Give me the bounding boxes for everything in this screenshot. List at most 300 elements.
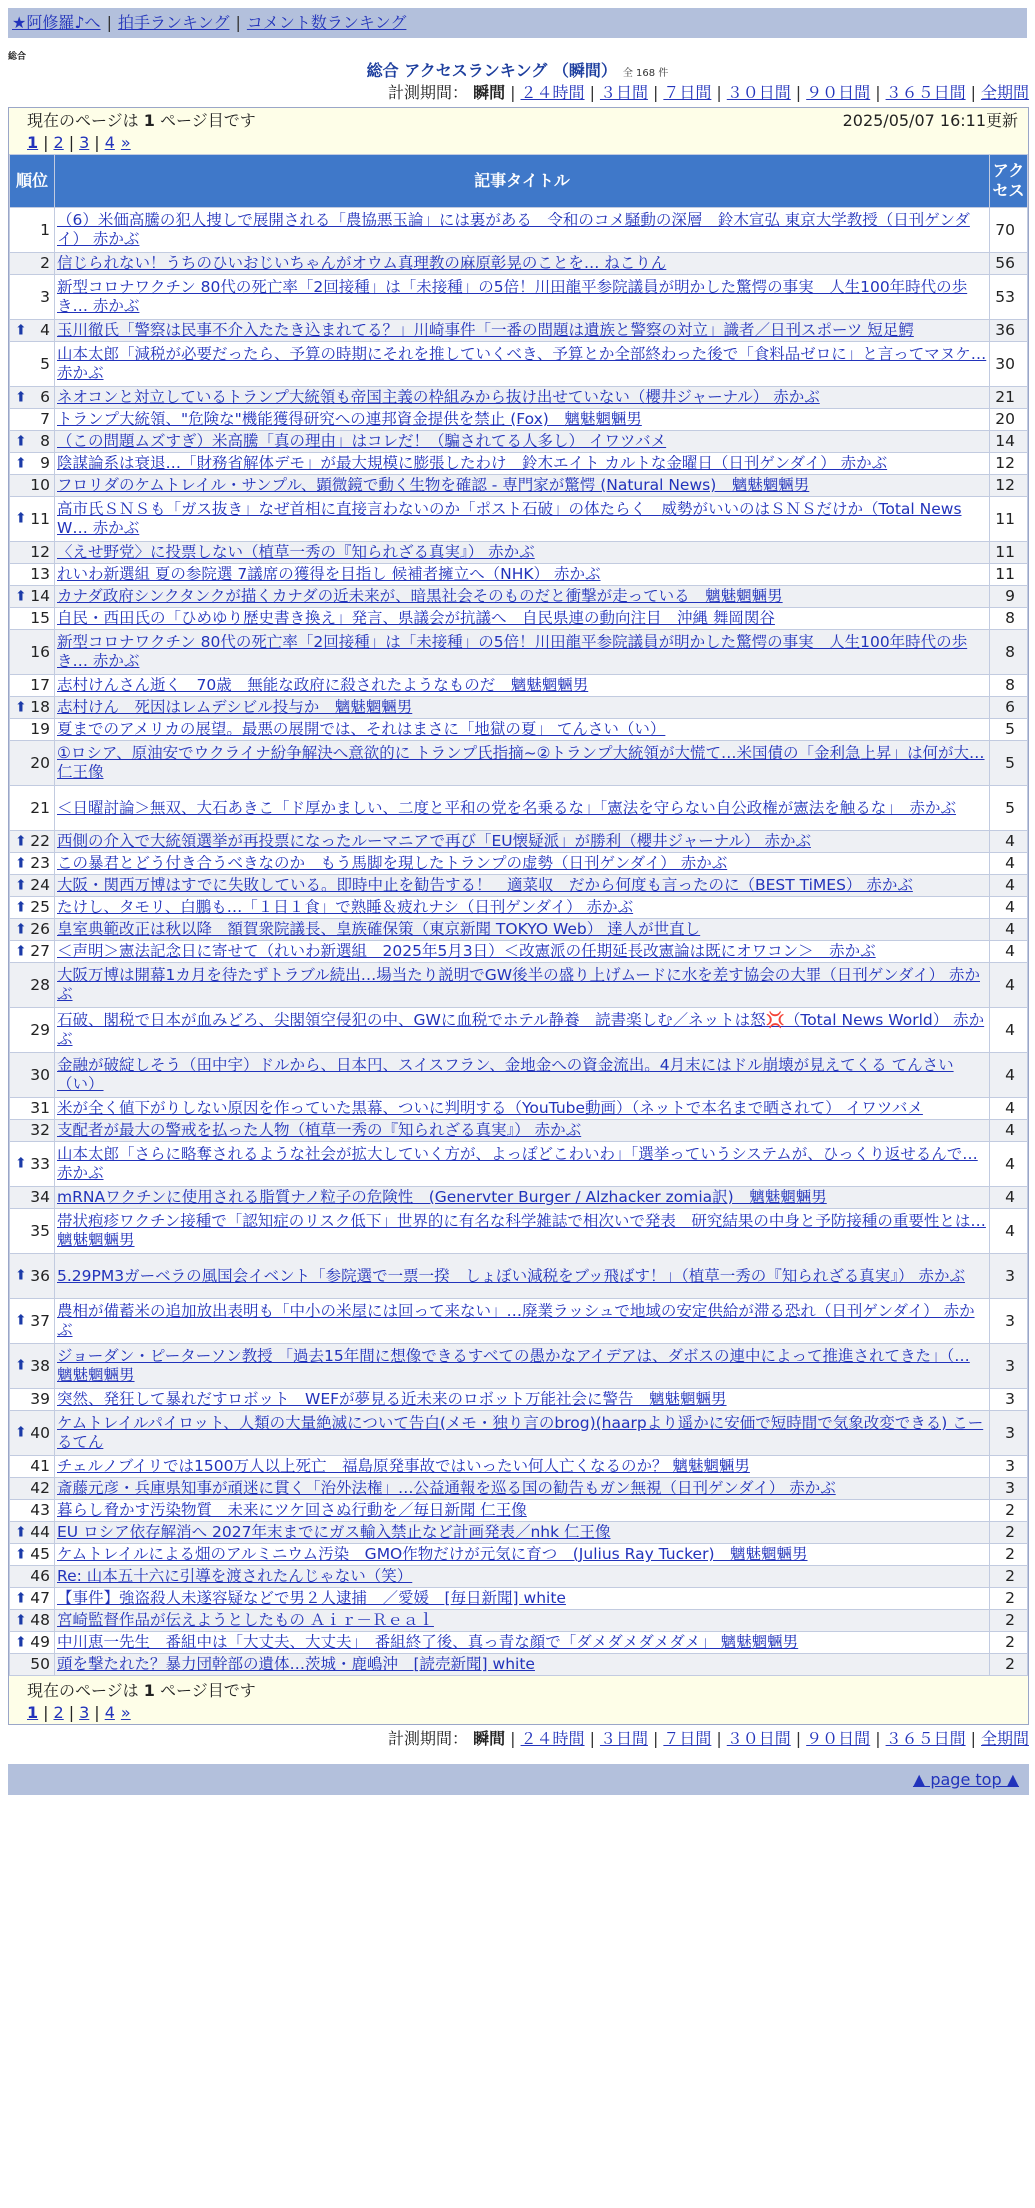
access-count: 4 [990, 1187, 1028, 1209]
rank-up-arrow-icon: ⬆ [15, 833, 27, 849]
top-nav-link-asyura[interactable]: ★阿修羅♪へ [12, 13, 101, 32]
article-link[interactable]: Re: 山本五十六に引導を渡されたんじゃない（笑） [57, 1567, 413, 1586]
rank-up-arrow-icon: ⬆ [15, 1312, 27, 1329]
rank-number: 46 [30, 1567, 50, 1586]
rank-cell [10, 342, 55, 387]
rank-number: 44 [30, 1523, 50, 1542]
table-row [10, 1456, 1028, 1478]
rank-up-arrow-icon: ⬆ [15, 1634, 27, 1650]
article-link[interactable]: 新型コロナワクチン 80代の死亡率「2回接種」は「未接種」の5倍！川田龍平参院議員が明かした驚愕の事実 人生100年時代の歩き… 赤かぶ [57, 277, 968, 316]
access-count: 3 [990, 1411, 1028, 1456]
article-link[interactable]: 5.29PM3ガーベラの風国会イベント「参院選で一票一揆 しょぼい減税をブッ飛ばす！」（植草一秀の『知られざる真実』） 赤かぶ [57, 1266, 965, 1285]
rank-up-arrow-icon: ⬆ [15, 899, 27, 915]
rank-number: 26 [30, 920, 50, 939]
table-row [10, 1389, 1028, 1411]
table-row [10, 919, 1028, 941]
rank-cell [10, 1344, 55, 1389]
rank-number: 25 [30, 898, 50, 917]
access-count: 11 [990, 564, 1028, 586]
rank-number: 28 [30, 975, 50, 994]
table-row [10, 431, 1028, 453]
rank-number: 45 [30, 1545, 50, 1564]
rank-cell [10, 1389, 55, 1411]
article-link[interactable]: 石破、閣税で日本が血みどろ、尖閣領空侵犯の中、GWに血税でホテル静養 読書楽しむ／ネットは怒💢（Total News World） 赤かぶ [57, 1010, 985, 1049]
title-cell [55, 409, 990, 431]
rank-number: 10 [30, 476, 50, 495]
article-link[interactable]: 山本太郎「減税が必要だったら、予算の時期にそれを推していくべき、予算とか全部終わった後で「食料品ゼロに」と言ってマヌケ… 赤かぶ [57, 344, 987, 383]
pager-page-4[interactable]: 4 [104, 133, 115, 153]
article-link[interactable]: ジョーダン・ピーターソン教授 「過去15年間に想像できるすべての愚かなアイデアは、ダボスの連中によって推進されてきた」（… 魑魅魍魎男 [57, 1346, 970, 1385]
rank-cell [10, 1209, 55, 1254]
access-count: 3 [990, 1456, 1028, 1478]
table-row [10, 853, 1028, 875]
access-count: 3 [990, 1299, 1028, 1344]
page-info-bottom [9, 1676, 1028, 1724]
access-count: 2 [990, 1588, 1028, 1610]
article-link[interactable]: 斎藤元彦・兵庫県知事が頑迷に貫く「治外法権」…公益通報を巡る国の勧告もガン無視（日刊ゲンダイ） 赤かぶ [57, 1479, 836, 1498]
title-cell [55, 1456, 990, 1478]
access-count: 4 [990, 1120, 1028, 1142]
title-cell [55, 475, 990, 497]
access-count: 2 [990, 1500, 1028, 1522]
period-link-365d[interactable]: ３６５日間 [885, 1729, 966, 1749]
table-row [10, 675, 1028, 697]
rank-cell [10, 697, 55, 719]
access-count: 8 [990, 675, 1028, 697]
pager-next[interactable]: » [120, 133, 131, 153]
rank-cell [10, 630, 55, 675]
rank-number: 17 [30, 676, 50, 695]
rank-cell [10, 897, 55, 919]
pager-top: 1 | 2 | 3 | 4 » [27, 133, 131, 153]
rank-cell [10, 963, 55, 1008]
article-link[interactable]: 高市氏ＳＮＳも「ガス抜き」なぜ首相に直接言わないのか「ポスト石破」の体たらく 威勢がいいのはＳＮＳだけか（Total News W… 赤かぶ [57, 499, 962, 538]
period-link-all[interactable]: 全期間 [980, 1729, 1029, 1749]
access-count: 3 [990, 1254, 1028, 1299]
title-cell [55, 1008, 990, 1053]
rank-up-arrow-icon: ⬆ [15, 921, 27, 937]
rank-number: 13 [30, 565, 50, 584]
article-link[interactable]: 突然、発狂して暴れだすロボット WEFが夢見る近未来のロボット万能社会に警告 魑魅魍魎男 [57, 1390, 727, 1409]
rank-up-arrow-icon: ⬆ [15, 1546, 27, 1562]
access-count: 20 [990, 409, 1028, 431]
title-cell [55, 497, 990, 542]
section-label: 総合 [8, 52, 27, 62]
separator: | [106, 13, 112, 32]
access-count: 2 [990, 1654, 1028, 1676]
rank-number: 33 [30, 1154, 50, 1173]
article-link[interactable]: 玉川徹氏「警察は民事不介入たたき込まれてる？」川崎事件「一番の問題は遺族と警察の対立」識者／日刊スポーツ 短足鰐 [57, 321, 914, 340]
rank-number: 49 [30, 1633, 50, 1652]
access-count: 2 [990, 1632, 1028, 1654]
rank-number: 35 [30, 1221, 50, 1240]
article-link[interactable]: 大阪・関西万博はすでに失敗している。即時中止を勧告する！ 適菜収 だから何度も言ったのに（BEST TiMES） 赤かぶ [57, 876, 913, 895]
rank-up-arrow-icon: ⬆ [15, 510, 27, 527]
rank-cell [10, 1411, 55, 1456]
article-link[interactable]: ネオコンと対立しているトランプ大統領も帝国主義の枠組みから抜け出せていない（櫻井ジャーナル） 赤かぶ [57, 388, 820, 407]
rank-number: 37 [30, 1311, 50, 1330]
table-row [10, 1411, 1028, 1456]
current-page-text: 現在のページは 1 ページ目です [27, 1681, 256, 1701]
rank-cell [10, 387, 55, 409]
col-header-access: アクセス [990, 155, 1028, 208]
access-count: 12 [990, 453, 1028, 475]
table-row [10, 741, 1028, 786]
period-link-90d[interactable]: ９０日間 [806, 1729, 871, 1749]
rank-number: 39 [30, 1390, 50, 1409]
rank-cell [10, 741, 55, 786]
rank-number: 38 [30, 1356, 50, 1375]
title-cell [55, 586, 990, 608]
table-row [10, 409, 1028, 431]
title-cell [55, 608, 990, 630]
article-link[interactable]: 【事件】強盗殺人未遂容疑などで男２人逮捕 ／愛媛 [毎日新聞] white [57, 1589, 566, 1608]
access-count: 12 [990, 475, 1028, 497]
access-count: 11 [990, 542, 1028, 564]
article-link[interactable]: 暮らし脅かす汚染物質 未来にツケ回さぬ行動を／毎日新聞 仁王像 [57, 1501, 527, 1520]
article-link[interactable]: 志村けん 死因はレムデシビル投与か 魑魅魍魎男 [57, 698, 413, 717]
rank-cell [10, 1142, 55, 1187]
access-count: 3 [990, 1478, 1028, 1500]
rank-number: 9 [40, 454, 50, 473]
ranking-panel [8, 107, 1029, 1725]
article-link[interactable]: 夏までのアメリカの展望。最悪の展開では、それはまさに「地獄の夏」 てんさい（い） [57, 720, 666, 739]
access-count: 56 [990, 253, 1028, 275]
table-row [10, 1654, 1028, 1676]
rank-number: 29 [30, 1020, 50, 1039]
title-cell [55, 697, 990, 719]
table-row [10, 1610, 1028, 1632]
rank-cell [10, 275, 55, 320]
title-cell [55, 1544, 990, 1566]
access-count: 4 [990, 1209, 1028, 1254]
period-link-90d[interactable]: ９０日間 [806, 83, 871, 103]
article-link[interactable]: 自民・西田氏の「ひめゆり歴史書き換え」発言、県議会が抗議へ 自民県連の動向注目 沖縄 舞岡関谷 [57, 609, 775, 628]
access-count: 4 [990, 875, 1028, 897]
title-cell [55, 453, 990, 475]
separator: | [235, 13, 241, 32]
period-link-24h[interactable]: ２４時間 [520, 83, 585, 103]
title-cell [55, 1389, 990, 1411]
access-count: 4 [990, 897, 1028, 919]
period-link-7d[interactable]: ７日間 [663, 83, 712, 103]
article-link[interactable]: トランプ大統領、"危険な"機能獲得研究への連邦資金提供を禁止 (Fox) 魑魅魍魎男 [57, 410, 642, 429]
article-link[interactable]: 皇室典範改正は秋以降 額賀衆院議長、皇族確保策（東京新聞 TOKYO Web） 達人が世直し [57, 920, 701, 939]
rank-cell [10, 1187, 55, 1209]
period-label: 計測期間： [388, 1729, 469, 1749]
updated-timestamp: 2025/05/07 16:11更新 [842, 111, 1018, 131]
access-count: 3 [990, 1344, 1028, 1389]
rank-cell [10, 875, 55, 897]
table-row [10, 630, 1028, 675]
rank-cell [10, 719, 55, 741]
title-cell [55, 1187, 990, 1209]
access-count: 4 [990, 963, 1028, 1008]
rank-number: 41 [30, 1457, 50, 1476]
period-label: 計測期間： [388, 83, 469, 103]
rank-number: 18 [30, 698, 50, 717]
article-link[interactable]: 信じられない！うちのひいおじいちゃんがオウム真理教の麻原彰晃のことを… ねこりん [57, 254, 667, 273]
article-link[interactable]: 中川恵一先生 番組中は「大丈夫、大丈夫」 番組終了後、真っ青な顔で「ダメダメダメダメ」 魑魅魍魎男 [57, 1633, 799, 1652]
rank-cell [10, 253, 55, 275]
rank-number: 50 [30, 1655, 50, 1674]
period-link-7d[interactable]: ７日間 [663, 1729, 712, 1749]
title-cell [55, 253, 990, 275]
rank-up-arrow-icon: ⬆ [15, 877, 27, 893]
pager-page-4[interactable]: 4 [104, 1703, 115, 1723]
rank-cell [10, 1500, 55, 1522]
article-link[interactable]: 支配者が最大の警戒を払った人物（植草一秀の『知られざる真実』） 赤かぶ [57, 1121, 582, 1140]
footer-bar [8, 1764, 1029, 1795]
pager-page-3[interactable]: 3 [79, 1703, 90, 1723]
pager-page-2[interactable]: 2 [53, 133, 64, 153]
period-current: 瞬間 [473, 83, 506, 103]
rank-cell [10, 1544, 55, 1566]
rank-up-arrow-icon: ⬆ [15, 588, 27, 604]
article-link[interactable]: 大阪万博は開幕1カ月を待たずトラブル続出…場当たり説明でGW後半の盛り上げムードに水を差す協会の大罪（日刊ゲンダイ） 赤かぶ [57, 965, 980, 1004]
rank-number: 24 [30, 876, 50, 895]
rank-cell [10, 564, 55, 586]
article-link[interactable]: 新型コロナワクチン 80代の死亡率「2回接種」は「未接種」の5倍！川田龍平参院議員が明かした驚愕の事実 人生100年時代の歩き… 赤かぶ [57, 632, 968, 671]
table-row [10, 786, 1028, 831]
title-cell [55, 1588, 990, 1610]
access-count: 2 [990, 1544, 1028, 1566]
title-cell [55, 630, 990, 675]
access-count: 5 [990, 741, 1028, 786]
access-count: 4 [990, 831, 1028, 853]
rank-cell [10, 941, 55, 963]
top-nav [8, 8, 1027, 38]
table-row [10, 1522, 1028, 1544]
title-cell [55, 208, 990, 253]
article-link[interactable]: 宮崎監督作品が伝えようとしたもの Ａｉｒ－Ｒｅａｌ [57, 1611, 434, 1630]
title-cell [55, 1522, 990, 1544]
rank-cell [10, 586, 55, 608]
title-cell [55, 542, 990, 564]
table-row [10, 253, 1028, 275]
page-top-link[interactable]: ▲ page top ▲ [912, 1769, 1019, 1789]
rank-cell [10, 1456, 55, 1478]
table-row [10, 453, 1028, 475]
title-cell [55, 275, 990, 320]
table-row [10, 208, 1028, 253]
table-row [10, 1008, 1028, 1053]
rank-cell [10, 1120, 55, 1142]
title-cell [55, 342, 990, 387]
col-header-rank: 順位 [10, 155, 55, 208]
title-cell [55, 1654, 990, 1676]
table-row [10, 1632, 1028, 1654]
pager-page-2[interactable]: 2 [53, 1703, 64, 1723]
rank-number: 7 [40, 410, 50, 429]
rank-number: 20 [30, 753, 50, 772]
article-link[interactable]: 農相が備蓄米の追加放出表明も「中小の米屋には回って来ない」…廃業ラッシュで地域の安定供給が滞る恐れ（日刊ゲンダイ） 赤かぶ [57, 1301, 975, 1340]
pager-page-1[interactable]: 1 [27, 133, 39, 153]
access-count: 4 [990, 1098, 1028, 1120]
article-link[interactable]: 西側の介入で大統領選挙が再投票になったルーマニアで再び「EU懐疑派」が勝利（櫻井ジャーナル） 赤かぶ [57, 832, 811, 851]
table-row [10, 1120, 1028, 1142]
period-link-all[interactable]: 全期間 [980, 83, 1029, 103]
table-row [10, 342, 1028, 387]
col-header-title: 記事タイトル [55, 155, 990, 208]
title-cell [55, 941, 990, 963]
rank-number: 47 [30, 1589, 50, 1608]
title-cell [55, 1344, 990, 1389]
ranking-table [9, 154, 1028, 1676]
access-count: 4 [990, 941, 1028, 963]
period-link-30d[interactable]: ３０日間 [726, 83, 791, 103]
title-cell [55, 1254, 990, 1299]
access-count: 70 [990, 208, 1028, 253]
title-cell [55, 564, 990, 586]
rank-cell [10, 453, 55, 475]
rank-number: 19 [30, 720, 50, 739]
access-count: 3 [990, 1389, 1028, 1411]
article-link[interactable]: れいわ新選組 夏の参院選 7議席の獲得を目指し 候補者擁立へ（NHK） 赤かぶ [57, 565, 601, 584]
top-nav-link-applause-ranking[interactable]: 拍手ランキング [117, 13, 230, 32]
title-cell [55, 675, 990, 697]
page-title-block [0, 61, 1035, 81]
rank-cell [10, 1522, 55, 1544]
rank-cell [10, 1478, 55, 1500]
rank-cell [10, 1008, 55, 1053]
period-link-3d[interactable]: ３日間 [599, 1729, 648, 1749]
table-row [10, 1053, 1028, 1098]
article-link[interactable]: 志村けんさん逝く 70歳 無能な政府に殺されたようなものだ 魑魅魍魎男 [57, 676, 589, 695]
rank-number: 3 [40, 287, 50, 306]
rank-cell [10, 608, 55, 630]
rank-up-arrow-icon: ⬆ [15, 455, 27, 471]
article-link[interactable]: （この問題ムズすぎ）米高騰「真の理由」はコレだ！（騙されてる人多し） イワツバメ [57, 432, 667, 451]
rank-up-arrow-icon: ⬆ [15, 389, 27, 405]
access-count: 2 [990, 1610, 1028, 1632]
rank-cell [10, 1588, 55, 1610]
rank-cell [10, 1098, 55, 1120]
rank-number: 8 [40, 432, 50, 451]
title-cell [55, 1299, 990, 1344]
article-link[interactable]: 陰謀論系は衰退…「財務省解体デモ」が最大規模に膨張したわけ 鈴木エイト カルトな金曜日（日刊ゲンダイ） 赤かぶ [57, 454, 888, 473]
title-cell [55, 1500, 990, 1522]
rank-up-arrow-icon: ⬆ [15, 1612, 27, 1628]
access-count: 53 [990, 275, 1028, 320]
title-cell [55, 1632, 990, 1654]
table-row [10, 1187, 1028, 1209]
article-link[interactable]: EU ロシア依存解消へ 2027年末までにガス輸入禁止など計画発表／nhk 仁王像 [57, 1523, 611, 1542]
rank-number: 1 [40, 220, 50, 239]
table-row [10, 1142, 1028, 1187]
rank-number: 48 [30, 1611, 50, 1630]
period-selector-bottom: 計測期間： 瞬間 | ２４時間 | ３日間 | ７日間 | ３０日間 | ９０日間 | ３６５日間 | 全期間 [388, 1729, 1029, 1749]
period-link-365d[interactable]: ３６５日間 [885, 83, 966, 103]
title-cell [55, 741, 990, 786]
access-count: 4 [990, 1053, 1028, 1098]
rank-number: 16 [30, 642, 50, 661]
article-link[interactable]: ＜声明＞憲法記念日に寄せて（れいわ新選組 2025年5月3日）＜改憲派の任期延長改憲論は既にオワコン＞ 赤かぶ [57, 942, 876, 961]
rank-number: 32 [30, 1121, 50, 1140]
pager-bottom: 1 | 2 | 3 | 4 » [27, 1703, 131, 1723]
rank-number: 40 [30, 1423, 50, 1442]
table-row [10, 1299, 1028, 1344]
title-cell [55, 431, 990, 453]
top-nav-link-comment-ranking[interactable]: コメント数ランキング [246, 13, 407, 32]
rank-number: 12 [30, 543, 50, 562]
title-cell [55, 853, 990, 875]
table-row [10, 1588, 1028, 1610]
pager-next[interactable]: » [120, 1703, 131, 1723]
access-count: 4 [990, 919, 1028, 941]
article-link[interactable]: カナダ政府シンクタンクが描くカナダの近未来が、暗黒社会そのものだと衝撃が走っている 魑魅魍魎男 [57, 587, 783, 606]
article-link[interactable]: mRNAワクチンに使用される脂質ナノ粒子の危険性 (Genervter Burger / Alzhacker zomia訳) 魑魅魍魎男 [57, 1188, 827, 1207]
article-link[interactable]: ①ロシア、原油安でウクライナ紛争解決へ意欲的に トランプ氏指摘~②トランプ大統領が大慌て…米国債の「金利急上昇」は何が大… 仁王像 [57, 743, 985, 782]
rank-cell [10, 475, 55, 497]
title-cell [55, 897, 990, 919]
rank-cell [10, 431, 55, 453]
article-link[interactable]: （6）米価高騰の犯人捜しで展開される「農協悪玉論」には裏がある 令和のコメ騒動の深層 鈴木宣弘 東京大学教授（日刊ゲンダイ） 赤かぶ [57, 210, 970, 249]
article-link[interactable]: チェルノブイリでは1500万人以上死亡 福島原発事故ではいったい何人亡くなるのか？ 魑魅魍魎男 [57, 1457, 750, 1476]
table-row [10, 1500, 1028, 1522]
title-cell [55, 387, 990, 409]
rank-cell [10, 542, 55, 564]
title-cell [55, 875, 990, 897]
article-link[interactable]: ＜日曜討論＞無双、大石あきこ「ド厚かましい、二度と平和の党を名乗るな」「憲法を守らない自公政権が憲法を触るな」 赤かぶ [57, 798, 957, 817]
article-link[interactable]: 頭を撃たれた？暴力団幹部の遺体…茨城・鹿嶋沖 [読売新聞] white [57, 1655, 535, 1674]
table-row [10, 1478, 1028, 1500]
rank-cell [10, 831, 55, 853]
rank-up-arrow-icon: ⬆ [15, 1524, 27, 1540]
table-row [10, 475, 1028, 497]
pager-page-1[interactable]: 1 [27, 1703, 39, 1723]
title-cell [55, 1053, 990, 1098]
rank-cell [10, 853, 55, 875]
period-link-3d[interactable]: ３日間 [599, 83, 648, 103]
table-row [10, 831, 1028, 853]
rank-cell [10, 786, 55, 831]
title-cell [55, 1478, 990, 1500]
article-link[interactable]: 帯状疱疹ワクチン接種で「認知症のリスク低下」世界的に有名な科学雑誌で相次いで発表 研究結果の中身と予防接種の重要性とは… 魑魅魍魎男 [57, 1211, 986, 1250]
article-link[interactable]: 〈えせ野党〉に投票しない（植草一秀の『知られざる真実』） 赤かぶ [57, 543, 535, 562]
rank-up-arrow-icon: ⬆ [15, 943, 27, 959]
rank-cell [10, 1299, 55, 1344]
article-link[interactable]: この暴君とどう付き合うべきなのか もう馬脚を現したトランプの虚勢（日刊ゲンダイ） 赤かぶ [57, 854, 728, 873]
pager-page-3[interactable]: 3 [79, 133, 90, 153]
article-link[interactable]: 山本太郎「さらに略奪されるような社会が拡大していく方が、よっぽどこわいわ」「選挙っていうシステムが、ひっくり返せるんで… 赤かぶ [57, 1144, 978, 1183]
rank-number: 5 [40, 354, 50, 373]
table-row [10, 497, 1028, 542]
article-link[interactable]: 金融が破綻しそう（田中宇）ドルから、日本円、スイスフラン、金地金への資金流出。4月末にはドル崩壊が見えてくる てんさい（い） [57, 1055, 954, 1094]
title-cell [55, 1120, 990, 1142]
title-cell [55, 963, 990, 1008]
title-cell [55, 919, 990, 941]
article-link[interactable]: ケムトレイルパイロット、人類の大量絶滅について告白(メモ・独り言のbrog)(haarpより遥かに安価で短時間で気象改変できる) こーるてん [57, 1413, 984, 1452]
table-row [10, 875, 1028, 897]
period-link-30d[interactable]: ３０日間 [726, 1729, 791, 1749]
rank-up-arrow-icon: ⬆ [15, 855, 27, 871]
rank-number: 15 [30, 609, 50, 628]
title-cell [55, 1566, 990, 1588]
access-count: 8 [990, 608, 1028, 630]
article-link[interactable]: フロリダのケムトレイル・サンプル、顕微鏡で動く生物を確認 - 専門家が驚愕 (Natural News) 魑魅魍魎男 [57, 476, 810, 495]
rank-number: 27 [30, 942, 50, 961]
table-row [10, 1209, 1028, 1254]
access-count: 5 [990, 719, 1028, 741]
period-current: 瞬間 [473, 1729, 506, 1749]
article-link[interactable]: たけし、タモリ、白鵬も…「１日１食」で熟睡＆疲れナシ（日刊ゲンダイ） 赤かぶ [57, 898, 634, 917]
article-link[interactable]: 米が全く値下がりしない原因を作っていた黒幕、ついに判明する（YouTube動画）（ネットで本名まで晒されて） イワツバメ [57, 1099, 923, 1118]
article-link[interactable]: ケムトレイルによる畑のアルミニウム汚染 GMO作物だけが元気に育つ (Julius Ray Tucker) 魑魅魍魎男 [57, 1545, 808, 1564]
period-link-24h[interactable]: ２４時間 [520, 1729, 585, 1749]
rank-cell [10, 1610, 55, 1632]
access-count: 14 [990, 431, 1028, 453]
